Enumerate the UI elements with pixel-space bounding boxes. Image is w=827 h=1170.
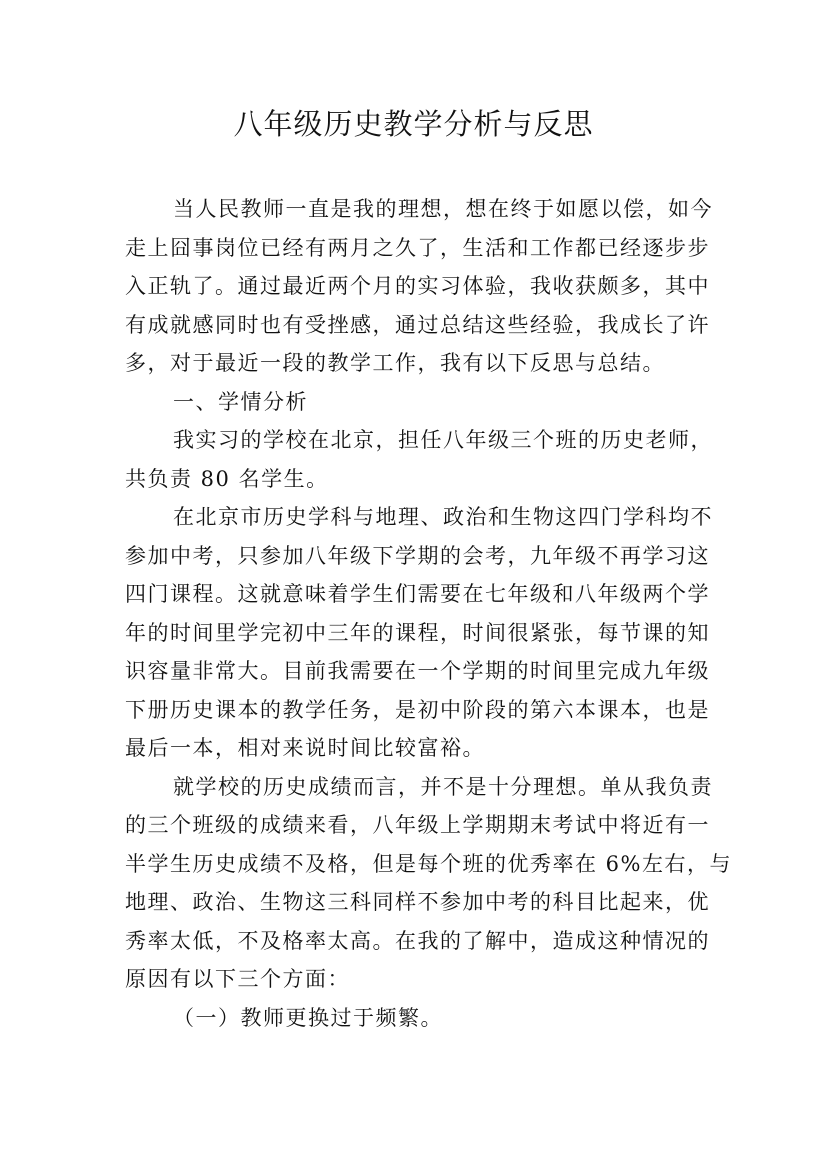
paragraph-line: 年的时间里学完初中三年的课程，时间很紧张，每节课的知 [125, 620, 710, 645]
paragraph-line: 入正轨了。通过最近两个月的实习体验，我收获颇多，其中 [125, 274, 710, 298]
paragraph-line: 识容量非常大。目前我需要在一个学期的时间里完成九年级 [125, 659, 710, 683]
paragraph-line: 秀率太低，不及格率太高。在我的了解中，造成这种情况的 [125, 928, 710, 953]
paragraph-line: 多，对于最近一段的教学工作，我有以下反思与总结。 [125, 351, 665, 375]
section-heading: 一、学情分析 [173, 389, 308, 414]
paragraph-line: 地理、政治、生物这三科同样不参加中考的科目比起来，优 [125, 890, 710, 914]
paragraph-line: 原因有以下三个方面： [125, 967, 350, 991]
paragraph-line: 参加中考，只参加八年级下学期的会考，九年级不再学习这 [125, 543, 710, 568]
paragraph-line: 就学校的历史成绩而言，并不是十分理想。单从我负责 [173, 774, 713, 799]
document-title: 八年级历史教学分析与反思 [233, 107, 594, 141]
paragraph-line: 在北京市历史学科与地理、政治和生物这四门学科均不 [173, 505, 713, 529]
paragraph-line: 最后一本，相对来说时间比较富裕。 [125, 736, 485, 760]
paragraph-line: 我实习的学校在北京，担任八年级三个班的历史老师， [173, 428, 713, 452]
paragraph-line: 下册历史课本的教学任务，是初中阶段的第六本课本，也是 [125, 697, 710, 722]
paragraph-line: 四门课程。这就意味着学生们需要在七年级和八年级两个学 [125, 582, 710, 606]
paragraph-line: 共负责 80 名学生。 [125, 466, 329, 491]
paragraph-line: 走上囧事岗位已经有两月之久了，生活和工作都已经逐步步 [125, 235, 710, 260]
paragraph-line: 当人民教师一直是我的理想，想在终于如愿以偿，如今 [173, 197, 713, 221]
document-body [125, 190, 732, 1037]
paragraph-line: 的三个班级的成绩来看，八年级上学期期末考试中将近有一 [125, 813, 710, 837]
subsection-heading: （一）教师更换过于频繁。 [173, 1005, 443, 1030]
paragraph-line: 半学生历史成绩不及格，但是每个班的优秀率在 6%左右，与 [125, 851, 732, 876]
paragraph-line: 有成就感同时也有受挫感，通过总结这些经验，我成长了许 [125, 312, 710, 337]
